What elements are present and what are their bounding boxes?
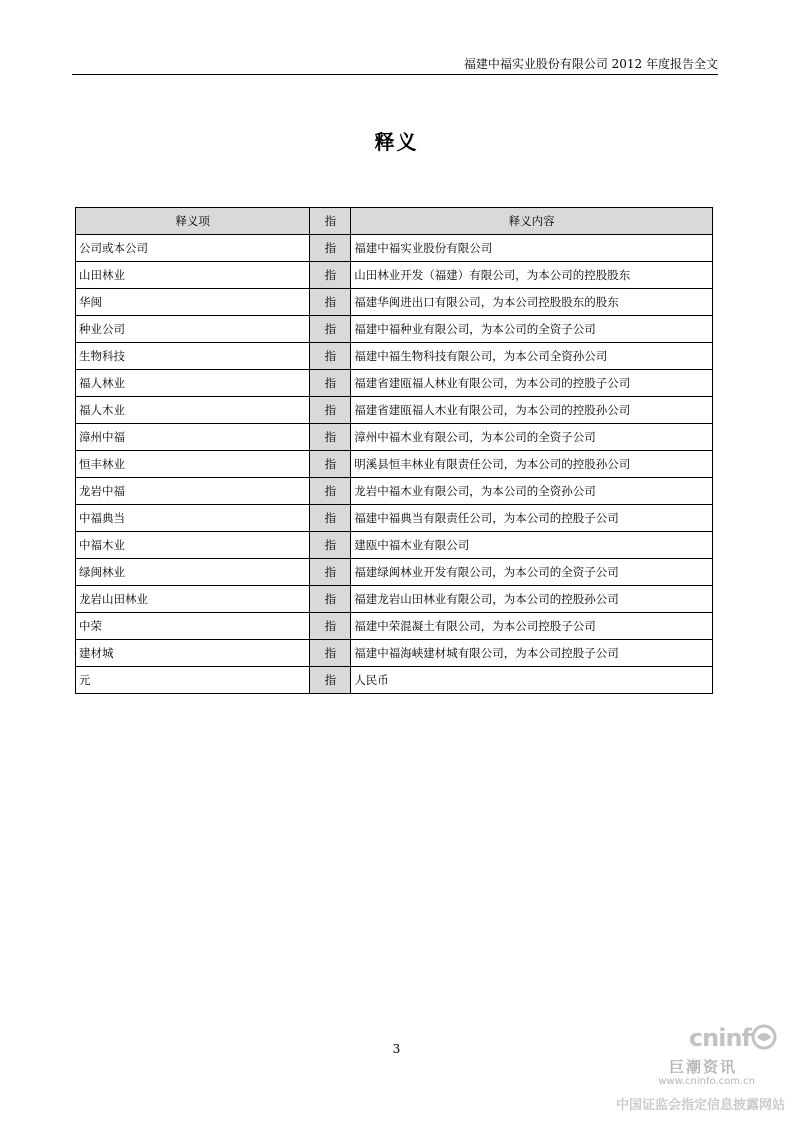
- definition-meaning: 福建绿闽林业开发有限公司，为本公司的全资子公司: [351, 559, 713, 586]
- watermark-slogan: 中国证监会指定信息披露网站: [615, 1098, 785, 1113]
- definition-term: 绿闽林业: [76, 559, 310, 586]
- definition-ref: 指: [310, 316, 351, 343]
- header-text: 福建中福实业股份有限公司 2012 年度报告全文: [463, 57, 718, 71]
- table-row: [76, 640, 713, 667]
- definitions-table: [75, 207, 713, 694]
- definition-meaning: 福建中福种业有限公司，为本公司的全资子公司: [351, 316, 713, 343]
- definition-ref: 指: [310, 343, 351, 370]
- definition-meaning: 福建中荣混凝土有限公司，为本公司控股子公司: [351, 613, 713, 640]
- definition-term: 种业公司: [76, 316, 310, 343]
- definition-ref: 指: [310, 289, 351, 316]
- definition-meaning: 人民币: [351, 667, 713, 694]
- table-row: [76, 289, 713, 316]
- table-row: [76, 397, 713, 424]
- definition-meaning: 福建中福海峡建材城有限公司，为本公司控股子公司: [351, 640, 713, 667]
- page-header: [72, 56, 718, 75]
- table-header-row: [76, 208, 713, 235]
- table-row: [76, 532, 713, 559]
- column-header-ref: 指: [310, 208, 351, 235]
- definition-term: 中福木业: [76, 532, 310, 559]
- definition-ref: 指: [310, 235, 351, 262]
- definition-term: 生物科技: [76, 343, 310, 370]
- definition-ref: 指: [310, 532, 351, 559]
- definition-meaning: 福建省建瓯福人林业有限公司，为本公司的控股子公司: [351, 370, 713, 397]
- definition-ref: 指: [310, 451, 351, 478]
- definition-ref: 指: [310, 667, 351, 694]
- definition-term: 福人木业: [76, 397, 310, 424]
- definition-meaning: 漳州中福木业有限公司，为本公司的全资子公司: [351, 424, 713, 451]
- definition-meaning: 福建龙岩山田林业有限公司，为本公司的控股孙公司: [351, 586, 713, 613]
- table-row: [76, 235, 713, 262]
- definition-ref: 指: [310, 397, 351, 424]
- definition-term: 中荣: [76, 613, 310, 640]
- table-row: [76, 478, 713, 505]
- table-row: [76, 370, 713, 397]
- definition-term: 元: [76, 667, 310, 694]
- table-row: [76, 262, 713, 289]
- watermark-name: 巨潮资讯: [668, 1058, 737, 1076]
- definitions-body: [76, 235, 713, 694]
- definition-ref: 指: [310, 586, 351, 613]
- column-header-term: 释义项: [76, 208, 310, 235]
- definition-ref: 指: [310, 613, 351, 640]
- definition-term: 龙岩山田林业: [76, 586, 310, 613]
- definition-ref: 指: [310, 478, 351, 505]
- definition-ref: 指: [310, 424, 351, 451]
- definition-ref: 指: [310, 262, 351, 289]
- table-row: [76, 586, 713, 613]
- definition-term: 中福典当: [76, 505, 310, 532]
- definition-meaning: 福建中福实业股份有限公司: [351, 235, 713, 262]
- definition-term: 恒丰林业: [76, 451, 310, 478]
- definition-meaning: 福建中福典当有限责任公司，为本公司的控股子公司: [351, 505, 713, 532]
- table-row: [76, 613, 713, 640]
- page-title: 释义: [374, 130, 419, 154]
- definition-ref: 指: [310, 640, 351, 667]
- definition-term: 华闽: [76, 289, 310, 316]
- definition-term: 建材城: [76, 640, 310, 667]
- definition-ref: 指: [310, 559, 351, 586]
- cninfo-watermark: [595, 1022, 785, 1117]
- definition-term: 龙岩中福: [76, 478, 310, 505]
- table-row: [76, 505, 713, 532]
- definition-term: 山田林业: [76, 262, 310, 289]
- table-row: [76, 559, 713, 586]
- definition-meaning: 福建中福生物科技有限公司，为本公司全资孙公司: [351, 343, 713, 370]
- definition-term: 福人林业: [76, 370, 310, 397]
- table-row: [76, 667, 713, 694]
- definition-ref: 指: [310, 505, 351, 532]
- definition-meaning: 福建省建瓯福人木业有限公司，为本公司的控股孙公司: [351, 397, 713, 424]
- table-row: [76, 424, 713, 451]
- column-header-meaning: 释义内容: [351, 208, 713, 235]
- cninfo-logo-icon: [751, 1024, 777, 1054]
- definition-meaning: 山田林业开发（福建）有限公司，为本公司的控股股东: [351, 262, 713, 289]
- definition-ref: 指: [310, 370, 351, 397]
- table-row: [76, 316, 713, 343]
- table-row: [76, 343, 713, 370]
- definition-term: 漳州中福: [76, 424, 310, 451]
- definition-meaning: 福建华闽进出口有限公司，为本公司控股股东的股东: [351, 289, 713, 316]
- table-row: [76, 451, 713, 478]
- definition-term: 公司或本公司: [76, 235, 310, 262]
- definition-meaning: 明溪县恒丰林业有限责任公司，为本公司的控股孙公司: [351, 451, 713, 478]
- definition-meaning: 建瓯中福木业有限公司: [351, 532, 713, 559]
- watermark-url: www.cninfo.com.cn: [658, 1076, 755, 1087]
- watermark-logo-text: cninf: [688, 1024, 751, 1052]
- definition-meaning: 龙岩中福木业有限公司，为本公司的全资孙公司: [351, 478, 713, 505]
- page-number: 3: [392, 1042, 401, 1056]
